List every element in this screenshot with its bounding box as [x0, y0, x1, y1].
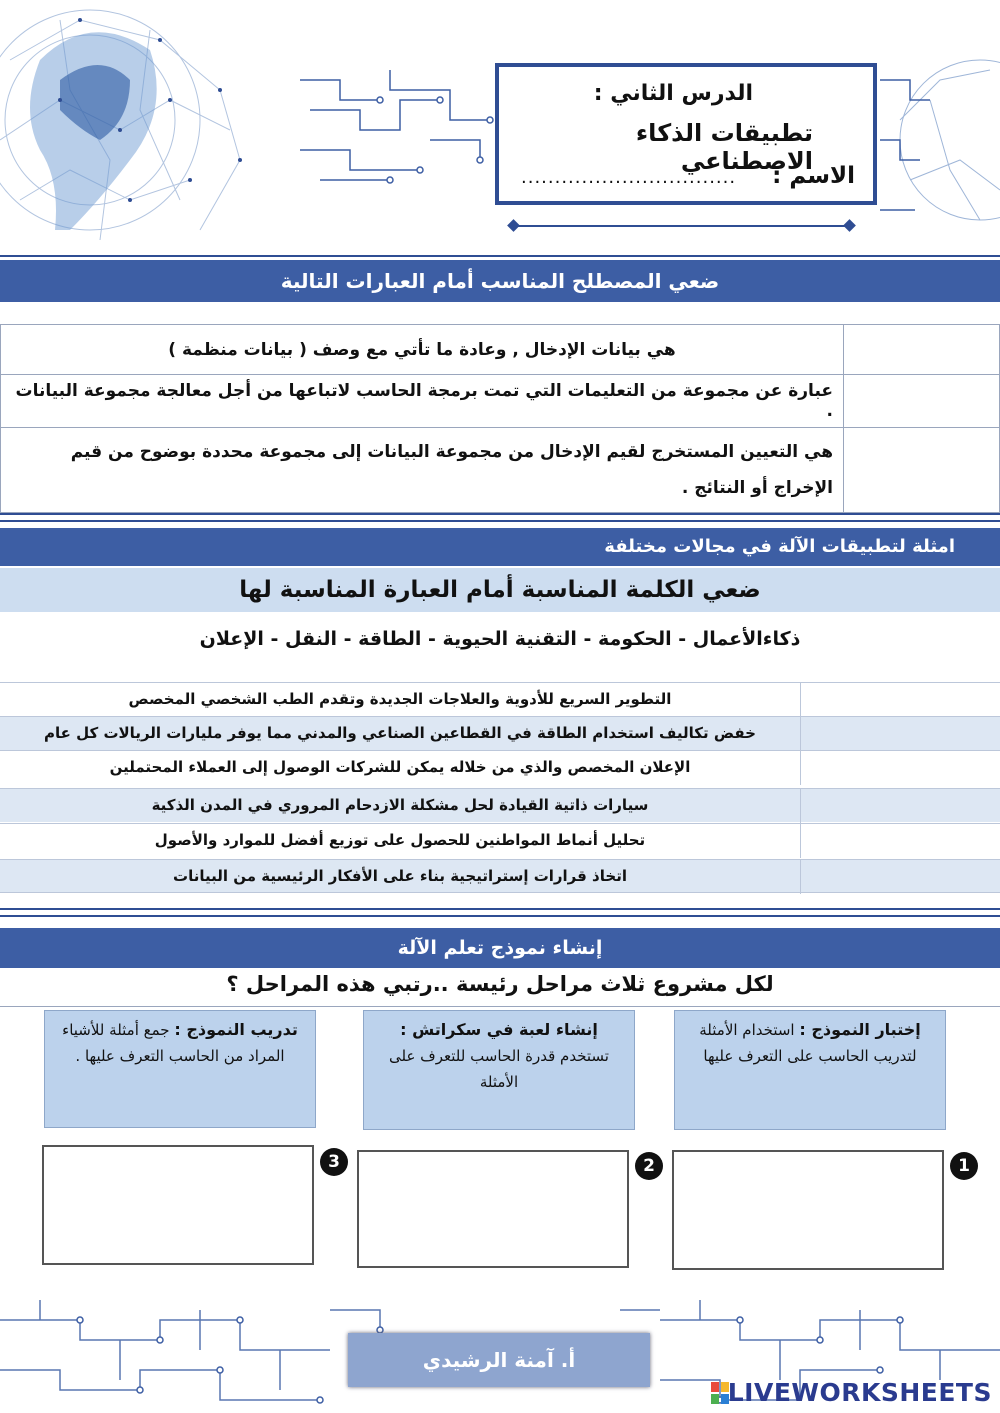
table-row — [0, 859, 1000, 893]
term-row-2-text: عبارة عن مجموعة من التعليمات التي تمت برمجة الحاسب لاتباعها من أجل معالجة مجموعة البيانات . — [1, 375, 844, 428]
terms-table — [0, 324, 1000, 513]
divider — [0, 915, 1000, 917]
number-2-badge: 2 — [635, 1152, 663, 1180]
liveworksheets-brand[interactable]: LIVEWORKSHEETS — [727, 1378, 992, 1407]
divider — [0, 255, 1000, 257]
globe-network-illustration — [880, 40, 1000, 250]
lesson-title-box — [495, 63, 877, 205]
card-heading: إنشاء لعبة في سكراتش : — [400, 1020, 598, 1039]
diamond-icon — [507, 219, 520, 232]
divider — [0, 520, 1000, 522]
example-text: اتخاذ قرارات إستراتيجية بناء على الأفكار الرئيسية من البيانات — [173, 867, 627, 885]
term-answer-1[interactable] — [844, 325, 1000, 375]
table-row — [0, 788, 1000, 822]
example-answer[interactable] — [800, 824, 1000, 858]
example-text: خفض تكاليف استخدام الطاقة في القطاعين الصناعي والمدني مما يوفر مليارات الريالات كل عام — [44, 724, 756, 742]
table-row — [0, 682, 1000, 716]
section3-question: لكل مشروع ثلاث مراحل رئيسة ..رتبي هذه المراحل ؟ — [226, 972, 774, 996]
order-answer-box-1[interactable] — [672, 1150, 944, 1270]
term-row-1-text: هي بيانات الإدخال , وعادة ما تأتي مع وصف ( بيانات منظمة ) — [1, 325, 844, 375]
brain-network-illustration — [0, 0, 330, 260]
section1-title: ضعي المصطلح المناسب أمام العبارات التالية — [0, 260, 1000, 302]
divider — [0, 513, 1000, 515]
card-heading: إختبار النموذج : — [799, 1020, 921, 1039]
card-body: جمع أمثلة للأشياء المراد من الحاسب التعرف عليها . — [62, 1021, 285, 1065]
order-answer-box-3[interactable] — [42, 1145, 314, 1265]
section2-subtitle: ضعي الكلمة المناسبة أمام العبارة المناسبة لها — [0, 568, 1000, 612]
section2-title: امثلة لتطبيقات الآلة في مجالات مختلفة — [0, 528, 1000, 566]
order-answer-box-2[interactable] — [357, 1150, 629, 1268]
example-text: التطوير السريع للأدوية والعلاجات الجديدة وتقدم الطب الشخصي المخصص — [128, 690, 672, 708]
section3-title: إنشاء نموذج تعلم الآلة — [0, 928, 1000, 968]
card-body: تستخدم قدرة الحاسب للتعرف على الأمثلة — [389, 1047, 609, 1091]
lesson-number: الدرس الثاني : — [593, 81, 753, 106]
word-bank: ذكاءالأعمال - الحكومة - التقنية الحيوية - الطاقة - النقل - الإعلان — [199, 628, 801, 650]
diamond-icon — [843, 219, 856, 232]
divider — [0, 908, 1000, 910]
number-3-badge: 3 — [320, 1148, 348, 1176]
table-row — [0, 823, 1000, 857]
example-text: تحليل أنماط المواطنين للحصول على توزيع أفضل للموارد والأصول — [154, 831, 646, 849]
teacher-name: أ. آمنة الرشيدي — [348, 1333, 650, 1387]
term-row-3-text: هي التعيين المستخرج لقيم الإدخال من مجموعة البيانات إلى مجموعة محددة بوضوح من قيم الإخراج أو النتائج . — [1, 428, 844, 513]
example-answer[interactable] — [800, 683, 1000, 717]
term-answer-2[interactable] — [844, 375, 1000, 428]
stage-card-scratch[interactable] — [363, 1010, 635, 1130]
example-text: الإعلان المخصص والذي من خلاله يمكن للشركات الوصول إلى العملاء المحتملين — [109, 758, 691, 776]
card-body: استخدام الأمثلة لتدريب الحاسب على التعرف عليها — [699, 1021, 917, 1065]
example-answer[interactable] — [800, 751, 1000, 785]
table-row — [0, 716, 1000, 750]
card-heading: تدريب النموذج : — [174, 1020, 298, 1039]
example-text: سيارات ذاتية القيادة لحل مشكلة الازدحام المروري في المدن الذكية — [151, 796, 649, 814]
name-label: الاسم : — [772, 163, 855, 189]
name-field[interactable]: ................................ — [521, 167, 737, 188]
stage-card-testing[interactable] — [674, 1010, 946, 1130]
example-answer[interactable] — [800, 789, 1000, 823]
table-row — [0, 750, 1000, 784]
title-underline — [513, 225, 853, 227]
divider — [0, 1006, 1000, 1007]
example-answer[interactable] — [800, 717, 1000, 751]
example-answer[interactable] — [800, 860, 1000, 894]
lesson-title: تطبيقات الذكاء الاصطناعي — [635, 119, 813, 175]
number-1-badge: 1 — [950, 1152, 978, 1180]
stage-card-training[interactable] — [44, 1010, 316, 1128]
circuit-decoration — [300, 60, 500, 190]
term-answer-3[interactable] — [844, 428, 1000, 513]
